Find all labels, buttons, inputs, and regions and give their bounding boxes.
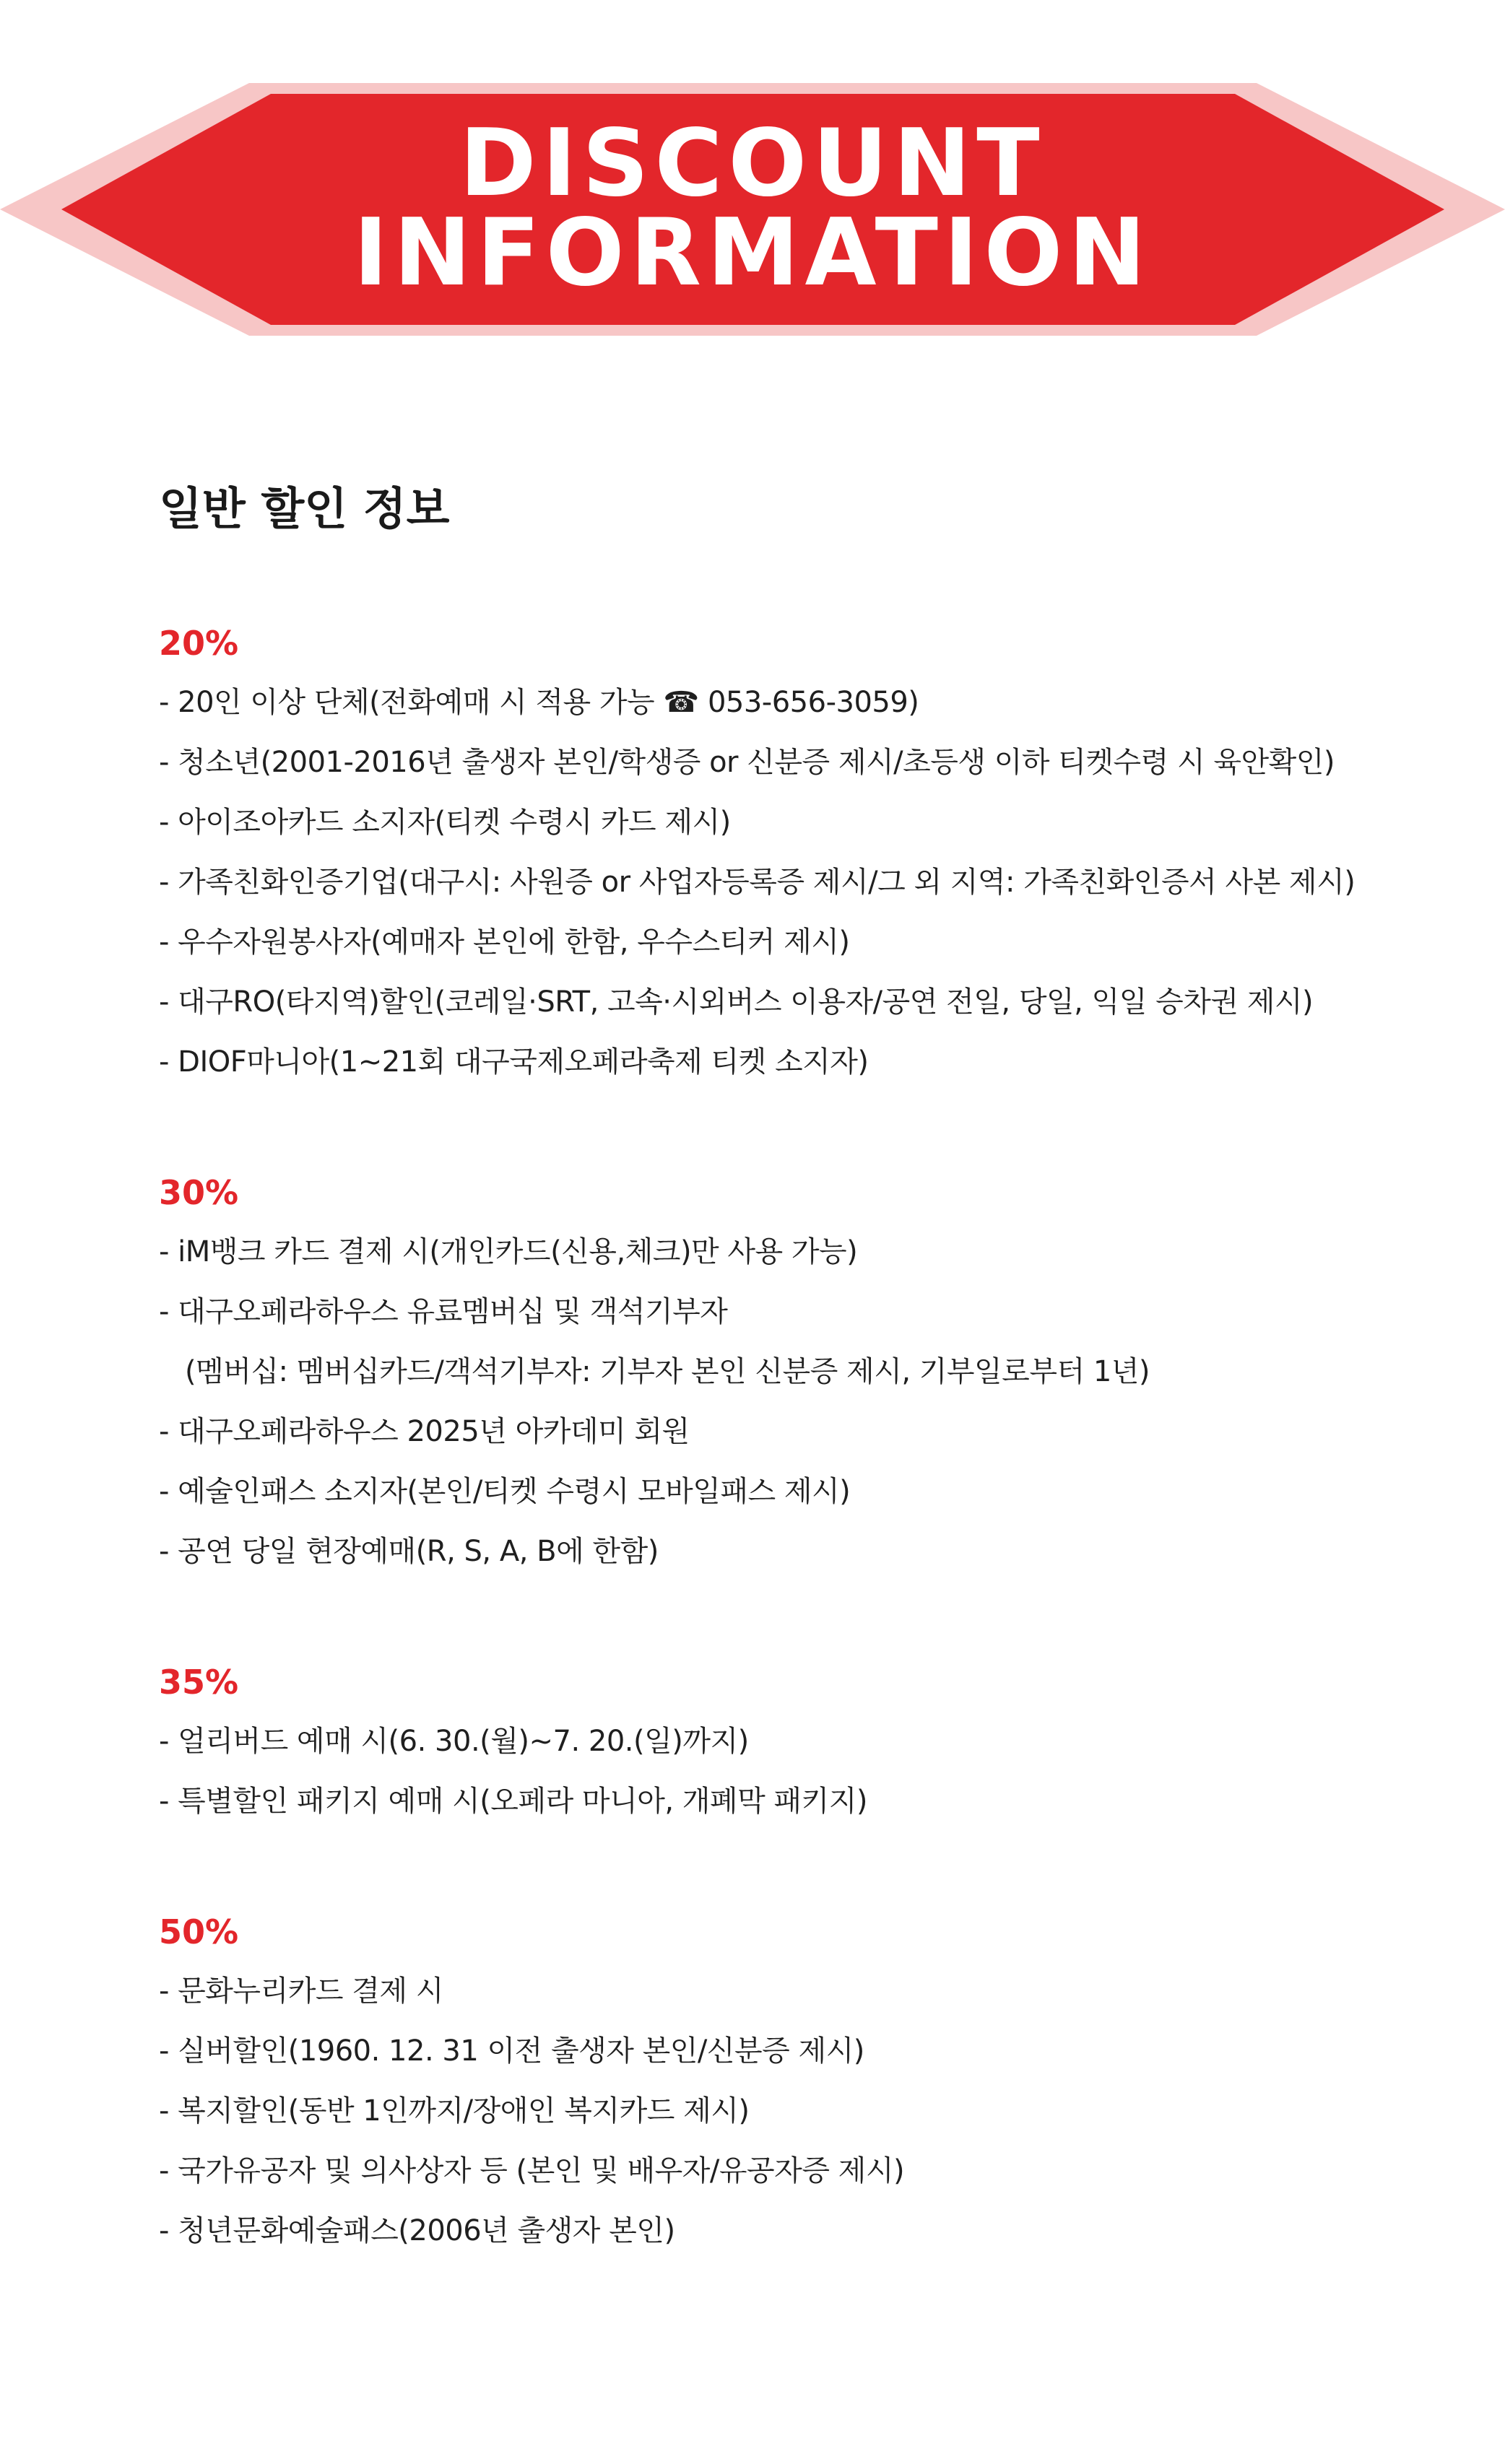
list-item: - 대구오페라하우스 유료멤버십 및 객석기부자 (159, 1295, 728, 1328)
discount-list (159, 1962, 1459, 2261)
list-item: - 국가유공자 및 의사상자 등 (본인 및 배우자/유공자증 제시) (159, 2154, 905, 2187)
list-item: - 대구오페라하우스 2025년 아카데미 회원 (159, 1415, 690, 1448)
list-item: - 대구RO(타지역)할인(코레일·SRT, 고속·시외버스 이용자/공연 전일, 당일, 익일 승차권 제시) (159, 985, 1314, 1019)
list-item: - 청년문화예술패스(2006년 출생자 본인) (159, 2214, 675, 2247)
list-item: - 실버할인(1960. 12. 31 이전 출생자 본인/신분증 제시) (159, 2034, 864, 2068)
discount-content (159, 473, 1459, 2261)
banner-title-line2: INFORMATION (353, 199, 1152, 307)
list-item: - iM뱅크 카드 결제 시(개인카드(신용,체크)만 사용 가능) (159, 1235, 858, 1268)
list-item: - 청소년(2001-2016년 출생자 본인/학생증 or 신분증 제시/초등생 이하 티켓수령 시 육안확인) (159, 746, 1335, 779)
discount-group-35 (159, 1653, 1459, 1832)
discount-group-50 (159, 1902, 1459, 2261)
list-item: - 20인 이상 단체(전화예매 시 적용 가능 ☎ 053-656-3059) (159, 686, 919, 719)
list-item: - 복지할인(동반 1인까지/장애인 복지카드 제시) (159, 2094, 750, 2128)
discount-list (159, 1712, 1459, 1832)
list-item-continuation: (멤버십: 멤버십카드/객석기부자: 기부자 본인 신분증 제시, 기부일로부터 1년) (185, 1355, 1150, 1388)
discount-group-30 (159, 1163, 1459, 1582)
discount-banner (0, 79, 1505, 354)
list-item: - 문화누리카드 결제 시 (159, 1975, 443, 2008)
list-item: - 얼리버드 예매 시(6. 30.(월)~7. 20.(일)까지) (159, 1725, 749, 1758)
discount-group-20 (159, 614, 1459, 1092)
list-item: - DIOF마니아(1~21회 대구국제오페라축제 티켓 소지자) (159, 1045, 869, 1079)
list-item: - 아이조아카드 소지자(티켓 수령시 카드 제시) (159, 806, 731, 839)
discount-rate-label: 30% (159, 1173, 239, 1212)
list-item: - 예술인패스 소지자(본인/티켓 수령시 모바일패스 제시) (159, 1475, 851, 1508)
banner-title-line1: DISCOUNT (459, 110, 1046, 217)
list-item: - 공연 당일 현장예매(R, S, A, B에 한함) (159, 1535, 659, 1568)
discount-list (159, 1222, 1459, 1582)
discount-rate-label: 50% (159, 1912, 239, 1951)
discount-list (159, 673, 1459, 1092)
list-item: - 가족친화인증기업(대구시: 사원증 or 사업자등록증 제시/그 외 지역: 가족친화인증서 사본 제시) (159, 866, 1356, 899)
list-item: - 특별할인 패키지 예매 시(오페라 마니아, 개폐막 패키지) (159, 1785, 867, 1818)
banner-title (0, 110, 1505, 307)
discount-rate-label: 35% (159, 1663, 239, 1702)
section-title: 일반 할인 정보 (159, 482, 450, 535)
list-item: - 우수자원봉사자(예매자 본인에 한함, 우수스티커 제시) (159, 926, 850, 959)
discount-rate-label: 20% (159, 624, 239, 663)
